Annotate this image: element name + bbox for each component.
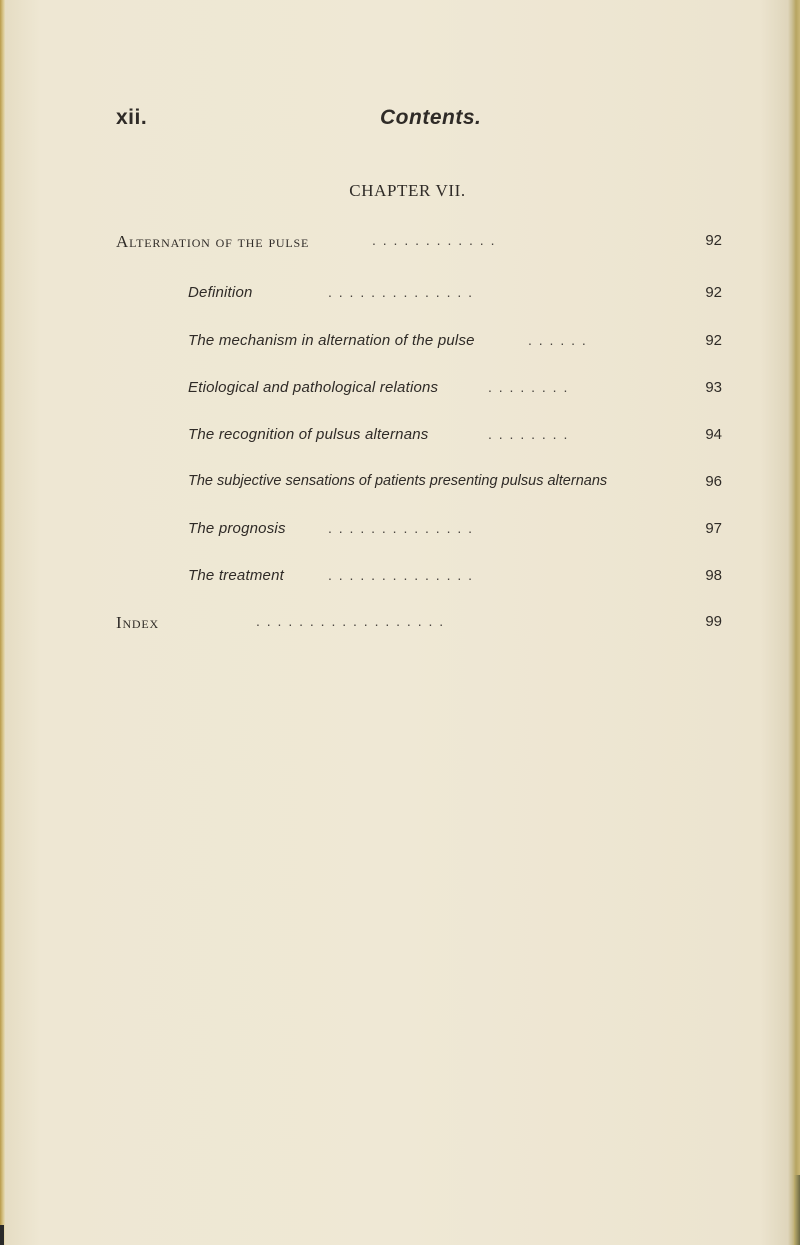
toc-entry-title: Definition [188,284,253,301]
toc-page-number: 94 [705,426,722,443]
toc-page-number: 92 [705,284,722,301]
page-corner-shadow [794,1175,800,1245]
toc-entry-prognosis [188,520,722,544]
toc-entry-treatment [188,567,722,591]
toc-entry-definition [188,284,722,308]
running-title: Contents. [380,106,482,129]
toc-entry-title: The prognosis [188,520,286,537]
toc-leader: . . . . . . . . [488,426,569,442]
toc-page-number: 99 [705,613,722,630]
toc-entry-title: The mechanism in alternation of the pulse [188,332,475,349]
toc-page-number: 93 [705,379,722,396]
toc-leader: . . . . . . . . . . . . . . . . . . [256,613,445,629]
toc-leader: . . . . . . . . . . . . . . [328,520,474,536]
toc-leader: . . . . . . . . . . . . . . [328,284,474,300]
chapter-heading: CHAPTER VII. [349,181,466,200]
toc-entry-title: The subjective sensations of patients presenting pulsus alternans [188,473,608,489]
toc-page-number: 96 [705,473,722,490]
toc-page-number: 92 [705,332,722,349]
toc-page-number: 98 [705,567,722,584]
toc-entry-index [116,613,722,637]
page-number: xii. [116,106,148,129]
toc-entry-etiological [188,379,722,403]
toc-entry-title: The treatment [188,567,284,584]
toc-entry-mechanism [188,332,722,356]
toc-entry-title: Alternation of the pulse [116,232,310,251]
toc-leader: . . . . . . . . [488,379,569,395]
toc-page-number: 92 [705,232,722,249]
toc-entry-alternation [116,232,722,256]
toc-entry-title: The recognition of pulsus alternans [188,426,429,443]
toc-leader: . . . . . . . . . . . . [372,232,496,248]
toc-entry-title: Etiological and pathological relations [188,379,439,396]
toc-leader: . . . . . . [528,332,588,348]
toc-entry-title: Index [116,613,159,632]
toc-entry-subjective-sensations [188,473,722,497]
toc-leader: . . . . . . . . . . . . . . [328,567,474,583]
toc-entry-recognition [188,426,722,450]
binding-shadow [0,1225,4,1245]
toc-page-number: 97 [705,520,722,537]
